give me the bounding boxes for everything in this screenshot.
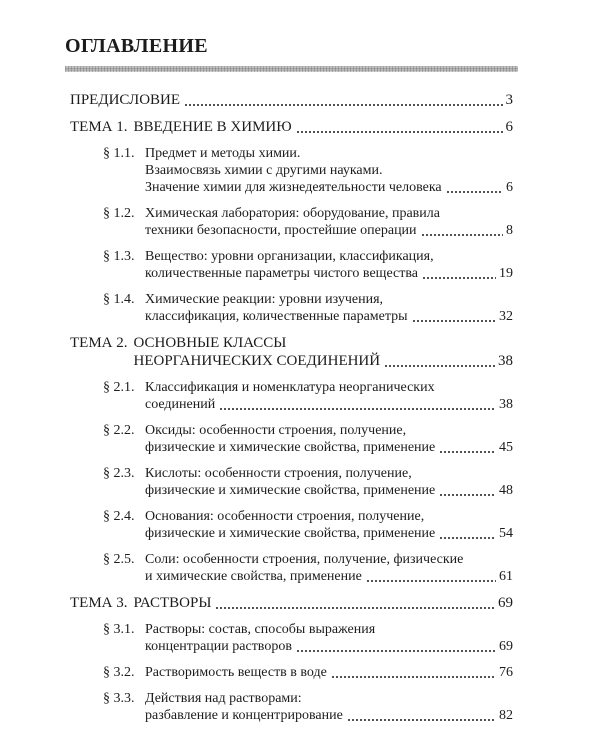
toc-topic [65,594,513,612]
section-title-text: Вещество: уровни организации, классификация, [145,249,434,264]
section-title-text: Предмет и методы химии. [145,146,301,161]
section-title-line [145,396,513,413]
page-number: 76 [499,665,513,680]
page-number: 8 [506,223,513,238]
section-title-text: Кислоты: особенности строения, получение, [145,466,412,481]
section-title-text: Растворы: состав, способы выражения [145,622,376,637]
section-title-text: разбавление и концентрирование [145,708,343,723]
section-number: § 2.4. [103,509,135,524]
page-number: 48 [499,483,513,498]
toc-section [65,422,513,456]
page-number: 38 [499,397,513,412]
page-number: 69 [498,595,513,611]
section-title-line [145,162,513,179]
topic-number: ТЕМА 2. [70,335,128,351]
dot-leader [439,451,496,453]
section-title-text: и химические свойства, применение [145,569,362,584]
topic-title-line [134,594,514,612]
section-title-line [145,621,513,638]
section-title-line [145,248,513,265]
topic-title-line [134,118,514,136]
toc-section [65,664,513,681]
dot-leader [366,580,496,582]
section-title-text: Классификация и номенклатура неорганических [145,380,435,395]
page-number: 69 [499,639,513,654]
toc-section [65,379,513,413]
topic-number: ТЕМА 1. [70,119,128,135]
topic-title-text: ВВЕДЕНИЕ В ХИМИЮ [133,119,292,135]
topic-title [70,91,513,109]
page-number: 45 [499,440,513,455]
section-number: § 1.2. [103,206,135,221]
page-number: 6 [505,119,513,135]
section-title [145,621,513,655]
page-number: 6 [506,180,513,195]
section-title [145,145,513,196]
section-title [145,422,513,456]
section-title-line [145,690,513,707]
section-number: § 1.1. [103,146,135,161]
toc-section [65,145,513,196]
section-title-line [145,568,513,585]
section-title [145,690,513,724]
table-of-contents [65,91,513,733]
page-number: 82 [499,708,513,723]
topic-title-text: РАСТВОРЫ [133,595,212,611]
section-title [145,291,513,325]
section-title-text: соединений [145,397,216,412]
section-number: § 2.5. [103,552,135,567]
page-number: 19 [499,266,513,281]
section-title-line [145,707,513,724]
section-title [145,205,513,239]
section-title-line [145,222,513,239]
toc-entry-preface [65,91,513,109]
dot-leader [219,408,496,410]
section-title-text: Значение химии для жизнедеятельности человека [145,180,442,195]
section-title [145,248,513,282]
section-title-line [145,465,513,482]
dot-leader [421,234,503,236]
toc-section [65,690,513,724]
section-title-line [145,205,513,222]
section-title-line [145,291,513,308]
section-title-line [145,551,513,568]
page-number: 61 [499,569,513,584]
section-number: § 3.3. [103,691,135,706]
topic-title-text: ПРЕДИСЛОВИЕ [70,92,181,108]
topic-title-text: ОСНОВНЫЕ КЛАССЫ [133,335,287,351]
toc-section [65,508,513,542]
section-title-text: количественные параметры чистого вещества [145,266,418,281]
dot-leader [384,365,495,367]
dot-leader [412,320,496,322]
section-title-line [145,379,513,396]
section-title-text: Основания: особенности строения, получение, [145,509,425,524]
section-title-line [145,308,513,325]
topic-title [134,594,514,612]
page-number: 32 [499,309,513,324]
page-number: 54 [499,526,513,541]
title-rule [65,66,518,72]
section-number: § 2.3. [103,466,135,481]
page-number: 3 [505,92,513,108]
section-title-text: техники безопасности, простейшие операции [145,223,417,238]
section-number: § 1.4. [103,292,135,307]
section-number: § 2.2. [103,423,135,438]
toc-section [65,621,513,655]
dot-leader [296,131,503,133]
section-title [145,508,513,542]
section-title-line [145,525,513,542]
section-title-line [145,638,513,655]
dot-leader [215,607,495,609]
section-title [145,379,513,413]
topic-title [134,118,514,136]
dot-leader [439,494,496,496]
dot-leader [422,277,496,279]
section-title-line [145,439,513,456]
section-title-text: Растворимость веществ в воде [145,665,327,680]
section-title-text: физические и химические свойства, применение [145,526,436,541]
section-title-line [145,482,513,499]
toc-section [65,551,513,585]
toc-topic [65,118,513,136]
topic-title-line [134,334,514,352]
page-title: ОГЛАВЛЕНИЕ [65,35,208,57]
dot-leader [331,676,496,678]
section-title-text: Химическая лаборатория: оборудование, правила [145,206,440,221]
section-title-line [145,508,513,525]
toc-section [65,291,513,325]
toc-section [65,205,513,239]
topic-title-line [70,91,513,109]
topic-title-line [134,352,514,370]
toc-topic [65,334,513,370]
section-title-text: физические и химические свойства, применение [145,483,436,498]
section-title-text: Действия над растворами: [145,691,302,706]
book-page [65,0,518,750]
section-title [145,551,513,585]
topic-title [134,334,514,370]
dot-leader [439,537,496,539]
toc-section [65,248,513,282]
dot-leader [296,650,496,652]
section-title-text: классификация, количественные параметры [145,309,408,324]
section-title-line [145,664,513,681]
topic-title-text: НЕОРГАНИЧЕСКИХ СОЕДИНЕНИЙ [133,353,381,369]
dot-leader [347,719,496,721]
section-number: § 3.1. [103,622,135,637]
page-number: 38 [498,353,513,369]
section-title-text: Соли: особенности строения, получение, физические [145,552,464,567]
section-number: § 3.2. [103,665,135,680]
toc-section [65,465,513,499]
section-title-line [145,145,513,162]
section-title [145,664,513,681]
section-title-text: физические и химические свойства, применение [145,440,436,455]
section-title-text: концентрации растворов [145,639,292,654]
section-title-line [145,265,513,282]
section-title-line [145,179,513,196]
section-title-line [145,422,513,439]
section-number: § 1.3. [103,249,135,264]
section-title [145,465,513,499]
dot-leader [446,191,503,193]
topic-number: ТЕМА 3. [70,595,128,611]
section-title-text: Оксиды: особенности строения, получение, [145,423,407,438]
dot-leader [184,104,502,106]
section-number: § 2.1. [103,380,135,395]
section-title-text: Химические реакции: уровни изучения, [145,292,384,307]
section-title-text: Взаимосвязь химии с другими науками. [145,163,383,178]
